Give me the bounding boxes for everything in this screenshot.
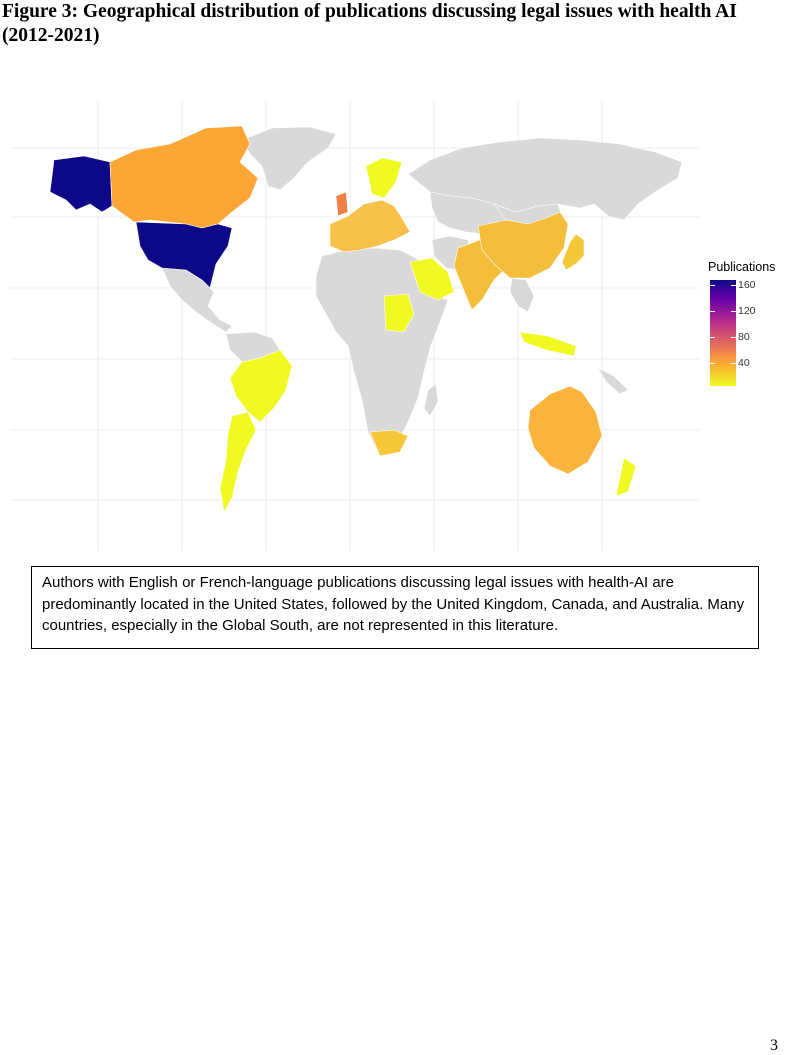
caption-text: Authors with English or French-language publications discussing legal issues with health-AI are predominantly located in the United States, followed by the United Kingdom, Canada, and Australia. Many countries, especially in the Global South, are not represented in this literature.	[42, 574, 745, 634]
legend-label-120: 120	[738, 305, 756, 317]
southeast-asia-nodata	[510, 278, 534, 312]
legend-label-40: 40	[738, 357, 750, 369]
figure-caption-box	[31, 566, 759, 649]
legend-tick-mark	[710, 337, 715, 338]
region-australia	[528, 386, 602, 474]
region-canada	[110, 126, 258, 228]
legend-label-80: 80	[738, 331, 750, 343]
legend-tick-mark	[731, 285, 736, 286]
legend-title: Publications	[708, 260, 776, 274]
madagascar	[424, 384, 438, 416]
legend-label-160: 160	[738, 279, 756, 291]
legend-tick-mark	[731, 311, 736, 312]
figure-title: Figure 3: Geographical distribution of publications discussing legal issues with health AI (2012-2021)	[2, 1, 737, 46]
world-map-svg	[10, 100, 700, 550]
legend-color-bar	[710, 280, 736, 386]
legend-tick-mark	[710, 311, 715, 312]
legend-tick-mark	[731, 337, 736, 338]
region-indonesia	[520, 332, 576, 356]
region-south-africa	[370, 430, 408, 456]
page-number: 3	[770, 1037, 778, 1054]
legend-tick-mark	[710, 363, 715, 364]
world-map	[10, 100, 700, 550]
map-legend	[708, 260, 786, 390]
region-scandinavia	[366, 158, 402, 198]
region-argentina	[220, 412, 256, 512]
region-brazil	[230, 350, 292, 422]
legend-tick-mark	[731, 363, 736, 364]
region-alaska	[50, 156, 112, 212]
legend-tick-mark	[710, 285, 715, 286]
region-uk	[336, 192, 348, 216]
mexico-central-america	[162, 268, 232, 332]
region-new-zealand	[616, 458, 636, 496]
